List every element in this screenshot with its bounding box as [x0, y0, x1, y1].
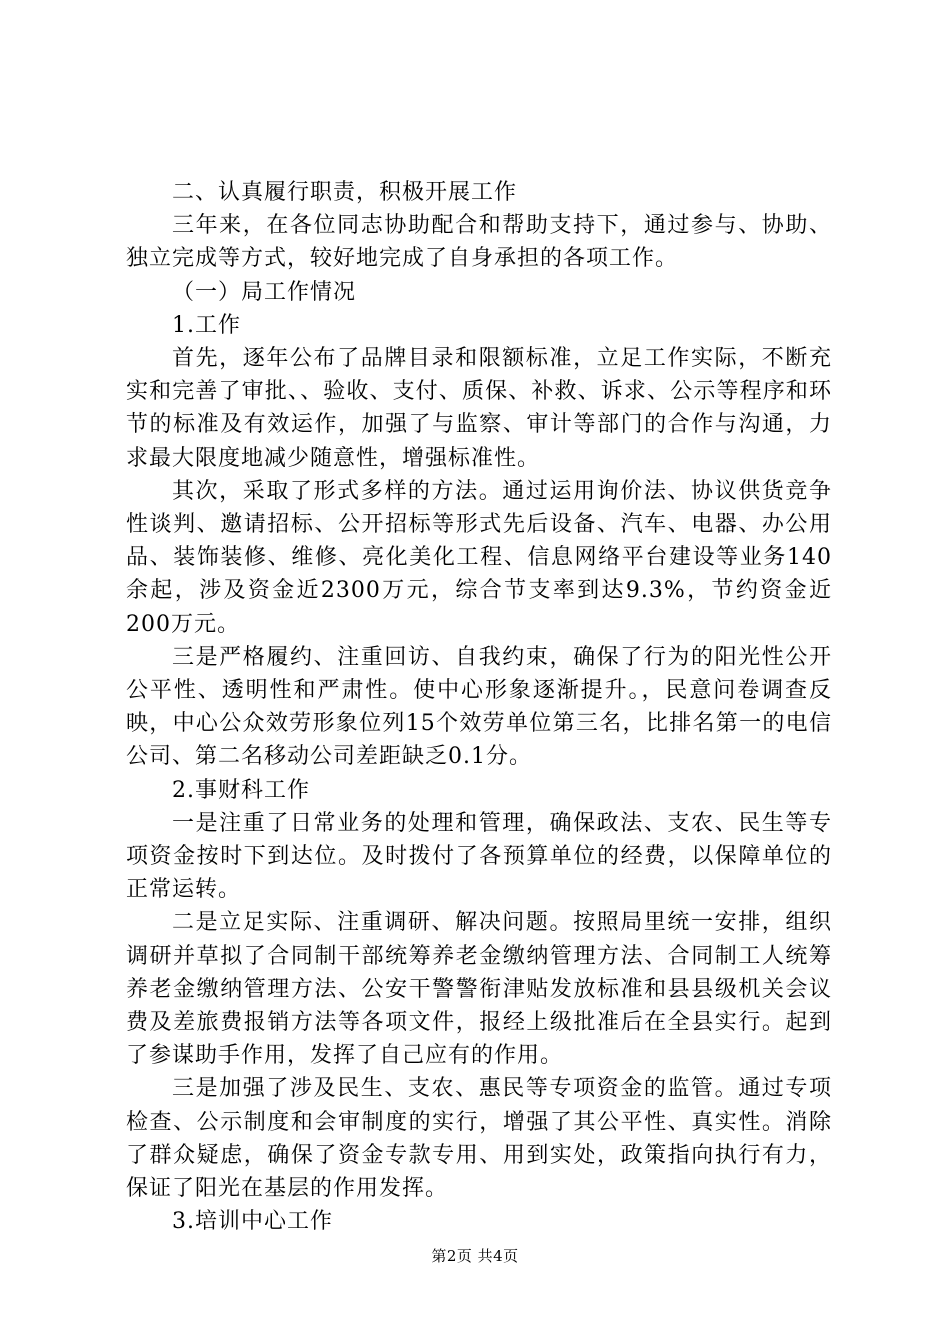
subsection-heading: （一）局工作情况 [172, 279, 357, 305]
item-heading: 1.工作 [172, 312, 241, 338]
page-footer: 第2页 共4页 [431, 1247, 519, 1265]
paragraph: 三是加强了涉及民生、支农、惠民等专项资金的监管。通过专项检查、公示制度和会审制度的实行，增强了其公平性、真实性。消除了群众疑虑，确保了资金专款专用、用到实处，政策指向执行有力，保证了阳光在基层的作用发挥。 [126, 1076, 832, 1202]
paragraph: 首先，逐年公布了品牌目录和限额标准，立足工作实际，不断充实和完善了审批、、验收、支付、质保、补救、诉求、公示等程序和环节的标准及有效运作，加强了与监察、审计等部门的合作与沟通，力求最大限度地减少随意性，增强标准性。 [126, 346, 832, 471]
paragraph: 三是严格履约、注重回访、自我约束，确保了行为的阳光性公开公平性、透明性和严肃性。使中心形象逐渐提升。，民意问卷调查反映，中心公众效劳形象位列15个效劳单位第三名，比排名第一的电信公司、第二名移动公司差距缺乏0.1分。 [126, 644, 832, 770]
section-heading: 二、认真履行职责，积极开展工作 [172, 180, 518, 205]
paragraph: 二是立足实际、注重调研、解决问题。按照局里统一安排，组织调研并草拟了合同制干部统筹养老金缴纳管理方法、合同制工人统筹养老金缴纳管理方法、公安干警警衔津贴发放标准和县县级机关会议费及差旅费报销方法等各项文件，报经上级批准后在全县实行。起到了参谋助手作用，发挥了自己应有的作用。 [126, 910, 832, 1069]
paragraph: 一是注重了日常业务的处理和管理，确保政法、支农、民生等专项资金按时下到达位。及时拨付了各预算单位的经费，以保障单位的正常运转。 [126, 810, 832, 903]
paragraph: 三年来，在各位同志协助配合和帮助支持下，通过参与、协助、独立完成等方式，较好地完成了自身承担的各项工作。 [126, 213, 832, 272]
document-body [126, 176, 832, 1239]
paragraph: 其次，采取了形式多样的方法。通过运用询价法、协议供货竞争性谈判、邀请招标、公开招标等形式先后设备、汽车、电器、办公用品、装饰装修、维修、亮化美化工程、信息网络平台建设等业务140余起，涉及资金近2300万元，综合节支率到达9.3%，节约资金近200万元。 [126, 478, 832, 637]
item-heading: 3.培训中心工作 [172, 1209, 333, 1235]
item-heading: 2.事财科工作 [172, 777, 310, 803]
